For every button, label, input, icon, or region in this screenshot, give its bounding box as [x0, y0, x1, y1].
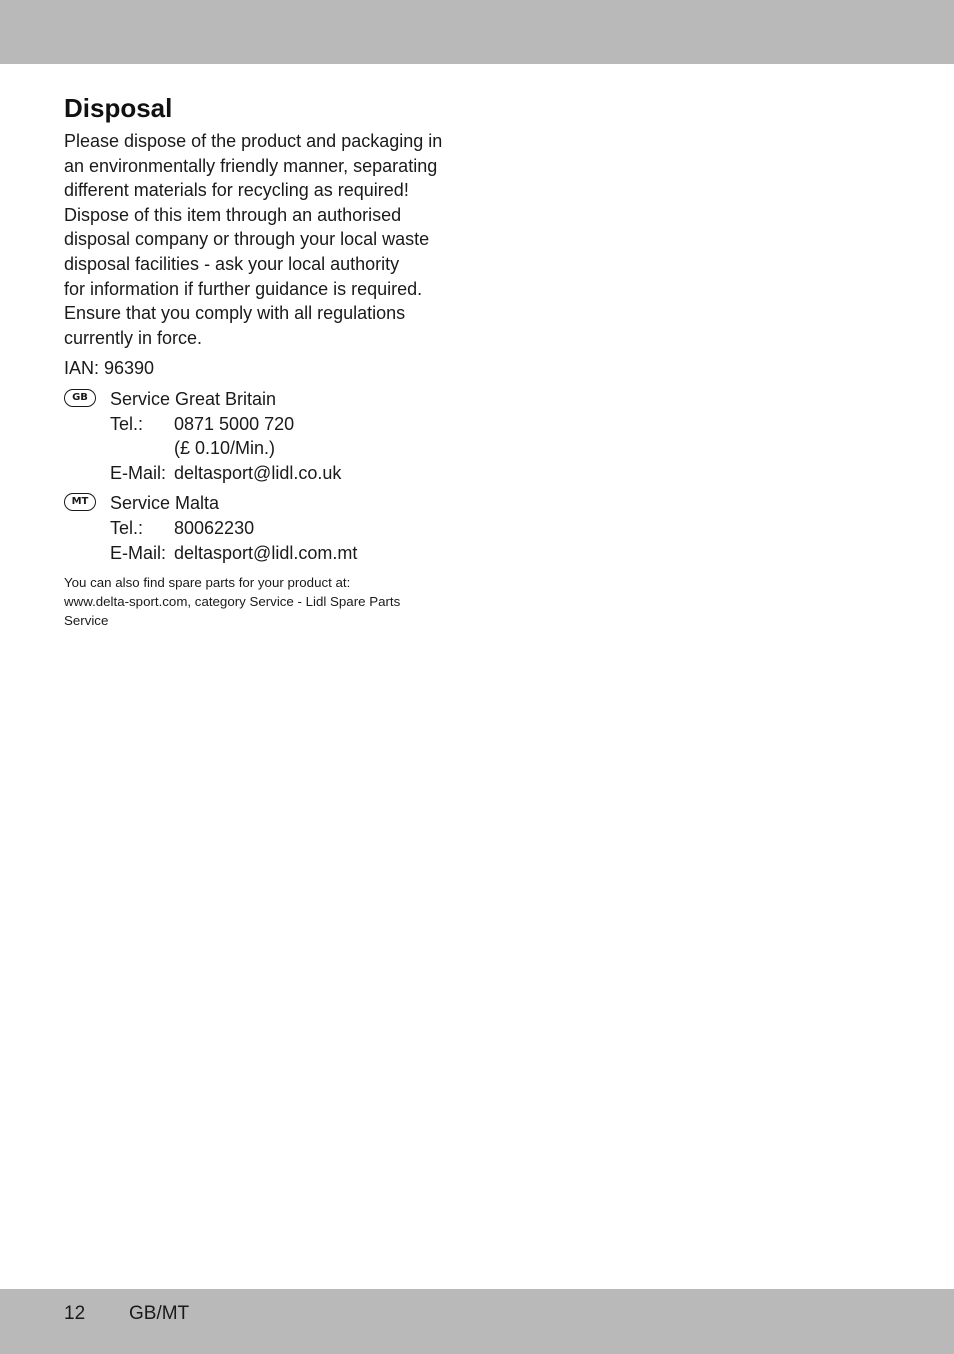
- service-malta: [64, 491, 454, 565]
- disposal-section: [64, 92, 454, 630]
- tel-number: 0871 5000 720: [174, 413, 295, 434]
- disposal-text: Please dispose of the product and packaging in an environmentally friendly manner, separating different materials for recycling as required! Dispose of this item through an authorised disposal company or through your local waste disposal facilities - ask your local authority for information if further guidance is required. Ensure that you comply with all regulations currently in force.: [64, 131, 443, 348]
- section-title: Disposal: [64, 93, 173, 123]
- mt-country-icon: MT: [64, 493, 96, 511]
- gb-country-icon: GB: [64, 389, 96, 407]
- page-number: 12: [64, 1303, 86, 1324]
- email-address: deltasport@lidl.com.mt: [174, 542, 358, 563]
- email-label: E-Mail:: [110, 542, 167, 563]
- email-address: deltasport@lidl.co.uk: [174, 462, 342, 483]
- service-name: Service Malta: [110, 493, 220, 514]
- tel-label: Tel.:: [110, 517, 144, 538]
- ian-number: IAN: 96390: [64, 358, 155, 379]
- header-band: [0, 0, 954, 64]
- email-label: E-Mail:: [110, 462, 167, 483]
- tel-rate: (£ 0.10/Min.): [174, 438, 276, 459]
- spare-parts-note: You can also find spare parts for your product at: www.delta-sport.com, category Service - Lidl Spare Parts Service: [64, 575, 401, 629]
- tel-number: 80062230: [174, 517, 255, 538]
- service-name: Service Great Britain: [110, 388, 277, 409]
- service-great-britain: [64, 387, 454, 485]
- tel-label: Tel.:: [110, 413, 144, 434]
- tel-label-spacer: [110, 436, 174, 461]
- language-code: GB/MT: [129, 1303, 190, 1324]
